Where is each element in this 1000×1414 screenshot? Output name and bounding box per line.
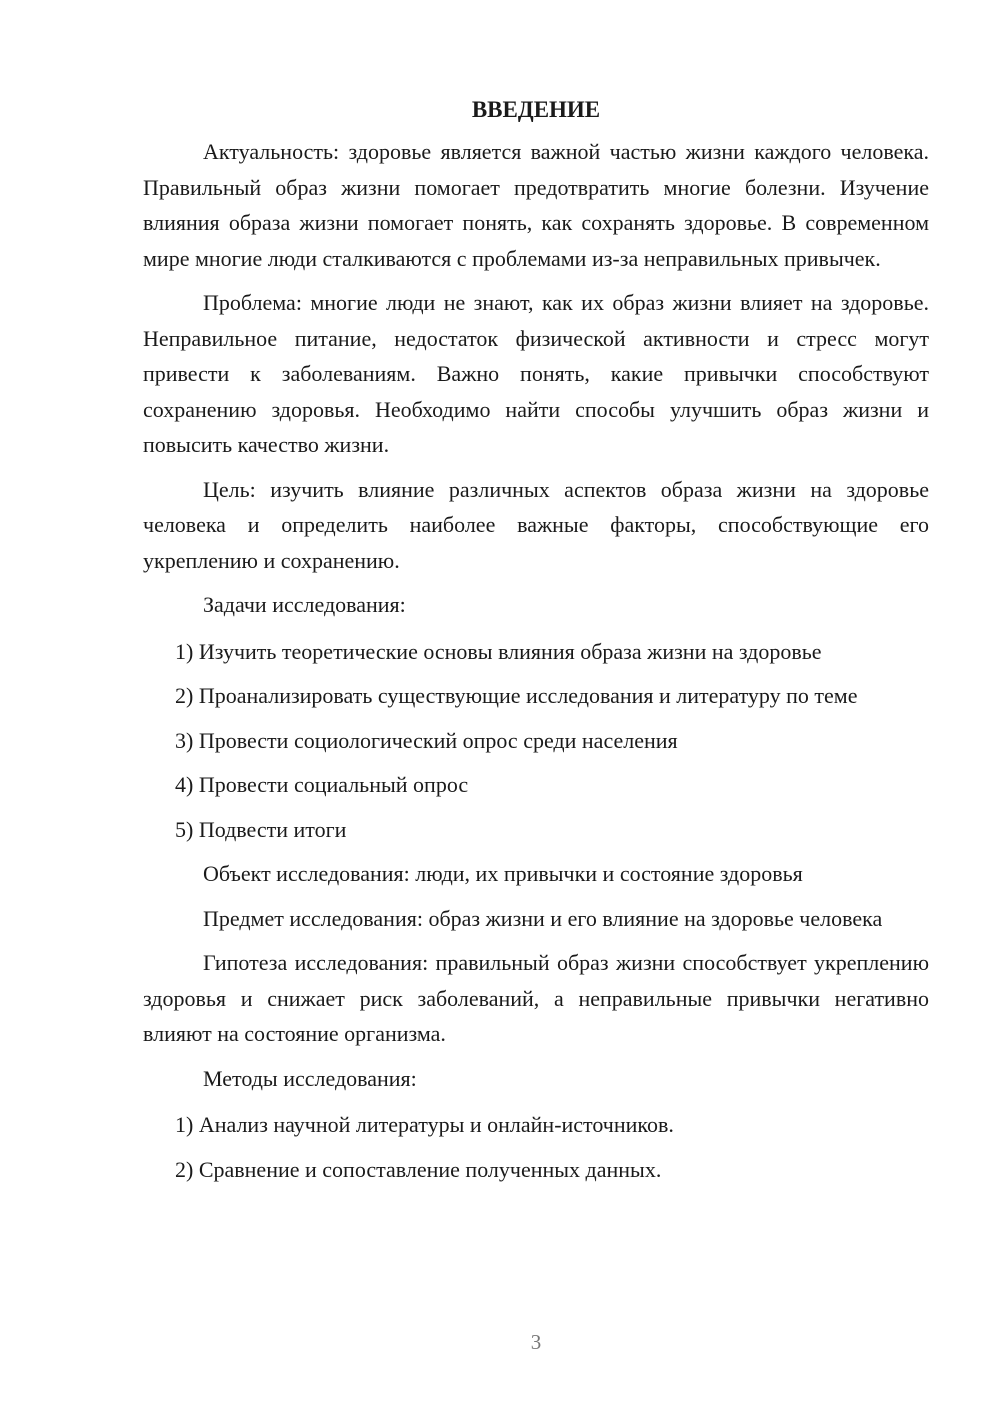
object-paragraph: Объект исследования: люди, их привычки и состояние здоровья — [203, 861, 803, 886]
hypothesis-paragraph: Гипотеза исследования: правильный образ жизни способствует укреплению здоровья и снижает риск заболеваний, а неправильные привычки негативно влияют на состояние организма. — [143, 950, 929, 1046]
task-item: 1) Изучить теоретические основы влияния образа жизни на здоровье — [175, 638, 822, 664]
method-item: 2) Сравнение и сопоставление полученных данных. — [175, 1156, 662, 1182]
page-title: ВВЕДЕНИЕ — [471, 97, 601, 122]
tasks-heading: Задачи исследования: — [203, 592, 406, 617]
goal-paragraph: Цель: изучить влияние различных аспектов образа жизни на здоровье человека и определить наиболее важные факторы, способствующие его укреплению и сохранению. — [143, 476, 929, 573]
subject-paragraph: Предмет исследования: образ жизни и его влияние на здоровье человека — [203, 905, 883, 931]
task-item: 2) Проанализировать существующие исследования и литературу по теме — [175, 683, 858, 708]
method-item: 1) Анализ научной литературы и онлайн-источников. — [175, 1112, 674, 1137]
page-number: 3 — [530, 1330, 542, 1354]
task-item: 3) Провести социологический опрос среди населения — [175, 727, 678, 753]
relevance-paragraph: Актуальность: здоровье является важной частью жизни каждого человека. Правильный образ жизни помогает предотвратить многие болезни. Изучение влияния образа жизни помогает понять, как сохранять здоровье. В современном мире многие люди сталкиваются с проблемами из-за неправильных привычек. — [143, 139, 929, 271]
task-item: 4) Провести социальный опрос — [175, 772, 469, 797]
document-page — [143, 96, 929, 1196]
problem-paragraph: Проблема: многие люди не знают, как их образ жизни влияет на здоровье. Неправильное питание, недостаток физической активности и стресс могут привести к заболеваниям. Важно понять, какие привычки способствуют сохранению здоровья. Необходимо найти способы улучшить образ жизни и повысить качество жизни. — [143, 290, 929, 457]
methods-heading: Методы исследования: — [203, 1065, 417, 1091]
task-item: 5) Подвести итоги — [175, 816, 347, 842]
